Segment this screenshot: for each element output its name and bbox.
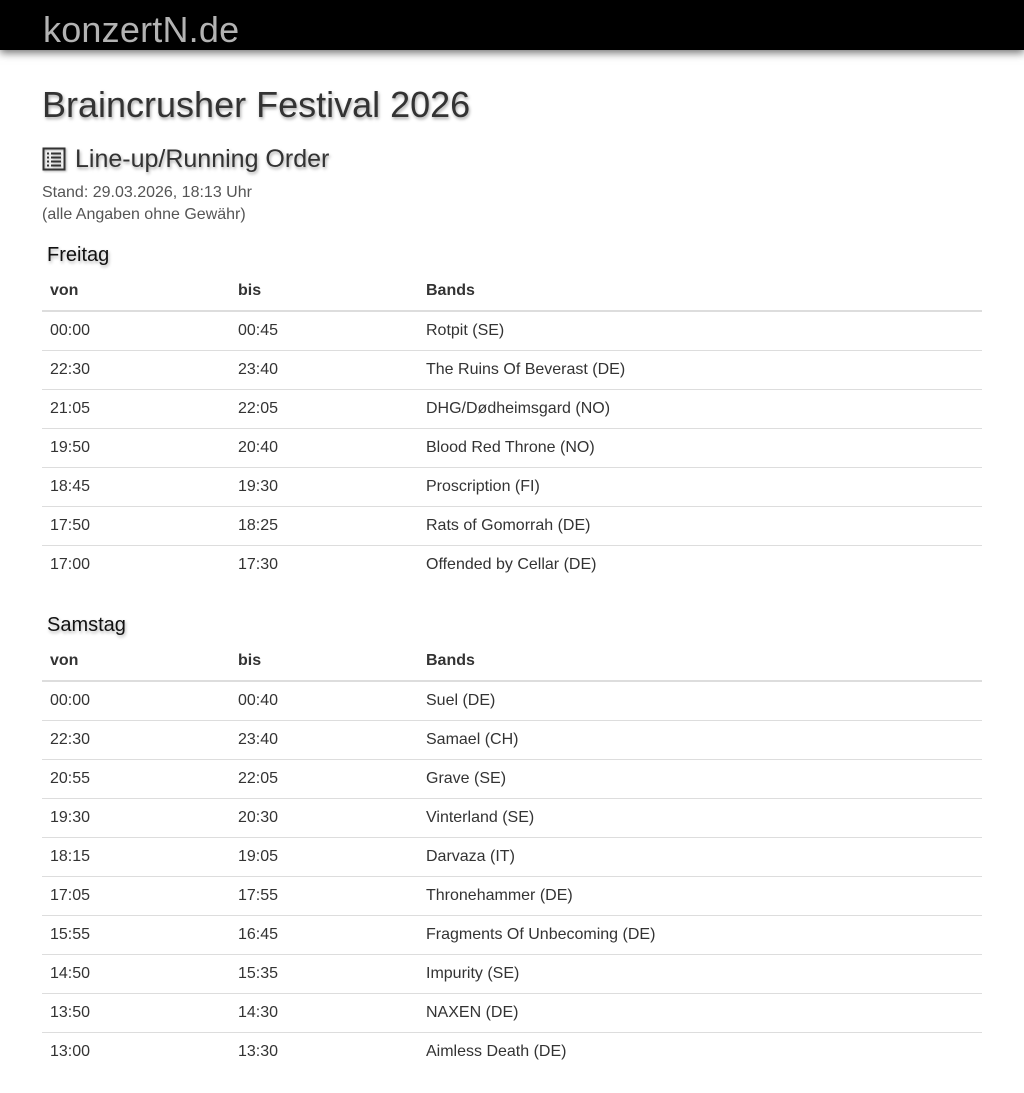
page-title: Braincrusher Festival 2026 <box>42 84 471 125</box>
table-row <box>42 955 982 994</box>
update-info <box>42 182 252 226</box>
column-header-bands: Bands <box>418 272 982 311</box>
table-row <box>42 916 982 955</box>
cell-bis: 20:40 <box>230 429 418 468</box>
cell-bis: 19:05 <box>230 838 418 877</box>
table-row <box>42 546 982 585</box>
table-row <box>42 799 982 838</box>
cell-band: Suel (DE) <box>426 692 496 709</box>
cell-band: Rotpit (SE) <box>426 322 505 339</box>
cell-bis: 16:45 <box>230 916 418 955</box>
cell-von: 13:00 <box>42 1033 230 1072</box>
cell-band: The Ruins Of Beverast (DE) <box>418 351 982 390</box>
table-row <box>42 468 982 507</box>
cell-bis: 14:30 <box>230 994 418 1033</box>
cell-bis: 18:25 <box>230 507 418 546</box>
cell-von: 17:05 <box>42 877 230 916</box>
cell-von: 18:15 <box>42 838 230 877</box>
cell-bis: 23:40 <box>230 351 418 390</box>
cell-von: 00:00 <box>50 322 91 339</box>
cell-von: 19:50 <box>42 429 230 468</box>
table-row <box>42 838 982 877</box>
cell-bis: 20:30 <box>230 799 418 838</box>
cell-von: 19:30 <box>42 799 230 838</box>
column-header-von: von <box>42 642 230 681</box>
table-row <box>42 1033 982 1072</box>
section-subtitle <box>42 144 329 174</box>
cell-band: Darvaza (IT) <box>418 838 982 877</box>
cell-bis: 23:40 <box>230 721 418 760</box>
brand-link[interactable]: konzertN.de <box>43 9 240 50</box>
cell-von: 18:45 <box>42 468 230 507</box>
cell-band: Impurity (SE) <box>418 955 982 994</box>
table-row <box>42 390 982 429</box>
table-row <box>42 681 982 721</box>
cell-band: Grave (SE) <box>418 760 982 799</box>
lineup-heading: Line-up/Running Order <box>75 144 330 173</box>
table-row <box>42 721 982 760</box>
table-row <box>42 429 982 468</box>
schedule-table-samstag <box>42 642 982 1071</box>
cell-von: 20:55 <box>42 760 230 799</box>
cell-band: Thronehammer (DE) <box>418 877 982 916</box>
cell-von: 17:00 <box>42 546 230 585</box>
table-row <box>42 760 982 799</box>
cell-band: Fragments Of Unbecoming (DE) <box>418 916 982 955</box>
column-header-von: von <box>42 272 230 311</box>
top-navbar <box>0 0 1024 50</box>
cell-von: 00:00 <box>50 692 91 709</box>
cell-bis: 17:30 <box>230 546 418 585</box>
cell-bis: 15:35 <box>230 955 418 994</box>
cell-band: Samael (CH) <box>418 721 982 760</box>
cell-band: Blood Red Throne (NO) <box>418 429 982 468</box>
day-heading-freitag: Freitag <box>47 244 110 266</box>
table-row <box>42 351 982 390</box>
table-row <box>42 994 982 1033</box>
cell-band: Rats of Gomorrah (DE) <box>418 507 982 546</box>
column-header-bis: bis <box>230 272 418 311</box>
table-row <box>42 311 982 351</box>
list-icon <box>42 147 66 171</box>
schedule-table-freitag <box>42 272 982 584</box>
cell-bis: 00:40 <box>238 692 279 709</box>
table-row <box>42 507 982 546</box>
cell-band: Aimless Death (DE) <box>418 1033 982 1072</box>
cell-von: 14:50 <box>42 955 230 994</box>
cell-bis: 22:05 <box>230 760 418 799</box>
cell-bis: 19:30 <box>230 468 418 507</box>
cell-bis: 13:30 <box>230 1033 418 1072</box>
cell-band: DHG/Dødheimsgard (NO) <box>418 390 982 429</box>
stand-timestamp: Stand: 29.03.2026, 18:13 Uhr <box>42 184 252 201</box>
day-heading-samstag: Samstag <box>47 614 126 636</box>
disclaimer: (alle Angaben ohne Gewähr) <box>42 206 246 223</box>
cell-bis: 17:55 <box>230 877 418 916</box>
table-row <box>42 877 982 916</box>
cell-band: Proscription (FI) <box>418 468 982 507</box>
cell-von: 22:30 <box>42 351 230 390</box>
table-header-row <box>42 642 982 681</box>
cell-band: Offended by Cellar (DE) <box>418 546 982 585</box>
cell-bis: 22:05 <box>230 390 418 429</box>
cell-band: NAXEN (DE) <box>418 994 982 1033</box>
column-header-bands: Bands <box>418 642 982 681</box>
cell-bis: 00:45 <box>238 322 279 339</box>
cell-band: Vinterland (SE) <box>418 799 982 838</box>
cell-von: 13:50 <box>42 994 230 1033</box>
cell-von: 21:05 <box>42 390 230 429</box>
cell-von: 22:30 <box>42 721 230 760</box>
column-header-bis: bis <box>230 642 418 681</box>
cell-von: 17:50 <box>42 507 230 546</box>
cell-von: 15:55 <box>42 916 230 955</box>
table-header-row <box>42 272 982 311</box>
